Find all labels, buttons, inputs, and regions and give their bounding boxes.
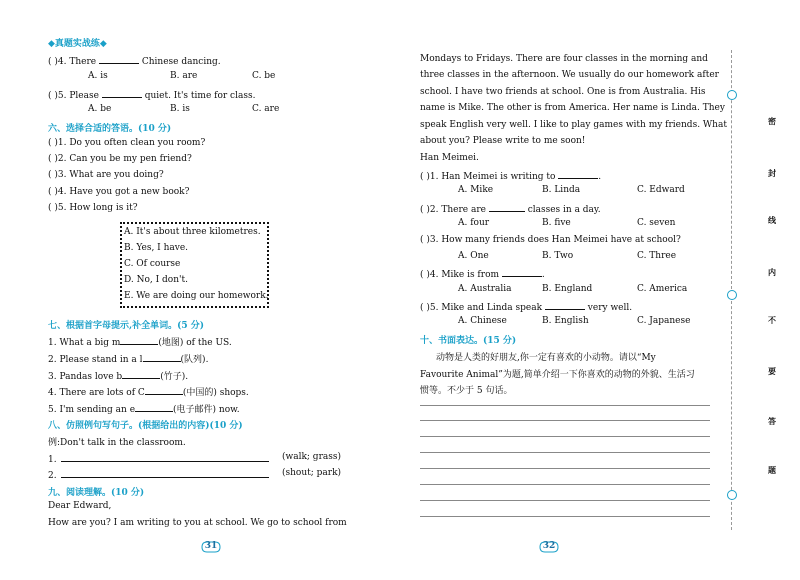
option-b: B. five	[542, 218, 571, 228]
writing-line[interactable]	[420, 468, 710, 469]
section-9-title: 九、阅读理解。(10 分)	[48, 488, 145, 498]
option-c: C. America	[637, 284, 688, 294]
page-number: 32	[538, 540, 560, 554]
answer-options-box	[120, 222, 269, 308]
letter-line: school. I have two friends at school. One is from Australia. His	[420, 87, 706, 97]
writing-line[interactable]	[420, 452, 710, 453]
writing-line[interactable]	[420, 405, 710, 406]
seal-char: 不	[768, 316, 776, 325]
section-10-title: 十、书面表达。(15 分)	[420, 336, 517, 346]
letter-line: speak English very well. I like to play games with my friends. What	[420, 120, 727, 130]
option-c: C. are	[252, 104, 280, 114]
reading-question: ( )5. Mike and Linda speak very well.	[420, 300, 632, 313]
section-badge: ◆真题实战练◆	[48, 39, 107, 49]
answer-blank[interactable]	[545, 300, 585, 310]
option-a: A. four	[458, 218, 490, 228]
binding-hole-icon	[727, 290, 737, 300]
option-c: C. be	[252, 71, 276, 81]
writing-item: 1.	[48, 452, 269, 465]
option-c: C. Three	[637, 251, 677, 261]
reading-question: ( )4. Mike is from .	[420, 267, 545, 280]
list-item: ( )4. Have you got a new book?	[48, 187, 190, 197]
prompt-line: 动物是人类的好朋友,你一定有喜欢的小动物。请以“My	[436, 353, 656, 363]
answer-blank[interactable]	[122, 369, 160, 379]
answer-blank[interactable]	[558, 169, 598, 179]
seal-char: 密	[768, 117, 776, 126]
letter-greeting: Dear Edward,	[48, 501, 112, 511]
seal-char: 线	[768, 216, 776, 225]
list-item: 3. Pandas love b (竹子).	[48, 369, 188, 382]
binding-hole-icon	[727, 90, 737, 100]
example-sentence: 例:Don't talk in the classroom.	[48, 438, 186, 448]
option-a: A. be	[88, 104, 112, 114]
list-item: 1. What a big m (地图) of the US.	[48, 335, 232, 348]
option-b: B. is	[170, 104, 190, 114]
list-item: ( )1. Do you often clean you room?	[48, 138, 206, 148]
option-item: A. It's about three kilometres.	[124, 227, 261, 237]
answer-blank[interactable]	[135, 402, 173, 412]
option-item: C. Of course	[124, 259, 181, 269]
option-a: A. Australia	[458, 284, 512, 294]
option-item: E. We are doing our homework.	[124, 291, 269, 301]
seal-char: 题	[768, 466, 776, 475]
letter-line: about you? Please write to me soon!	[420, 136, 586, 146]
letter-signature: Han Meimei.	[420, 153, 479, 163]
answer-blank[interactable]	[502, 267, 542, 277]
letter-line: three classes in the afternoon. We usually do our homework after	[420, 70, 719, 80]
option-a: A. Chinese	[458, 316, 507, 326]
answer-blank[interactable]	[143, 352, 181, 362]
writing-hint: (walk; grass)	[282, 452, 341, 462]
section-8-title: 八、仿照例句写句子。(根据给出的内容)(10 分)	[48, 421, 243, 431]
letter-line: Mondays to Fridays. There are four classes in the morning and	[420, 54, 708, 64]
writing-line[interactable]	[420, 484, 710, 485]
answer-blank[interactable]	[99, 54, 139, 64]
prompt-line: 惯等。不少于 5 句话。	[420, 386, 513, 396]
option-c: C. Japanese	[637, 316, 691, 326]
option-b: B. English	[542, 316, 589, 326]
answer-blank[interactable]	[489, 202, 525, 212]
seal-char: 要	[768, 367, 776, 376]
list-item: 4. There are lots of C (中国的) shops.	[48, 385, 249, 398]
prompt-line: Favourite Animal”为题,简单介绍一下你喜欢的动物的外貌、生活习	[420, 370, 695, 380]
seal-char: 答	[768, 417, 776, 426]
reading-question: ( )1. Han Meimei is writing to .	[420, 169, 601, 182]
answer-line[interactable]	[61, 468, 269, 478]
seal-char: 封	[768, 169, 776, 178]
reading-question: ( )2. There are classes in a day.	[420, 202, 601, 215]
answer-line[interactable]	[61, 452, 269, 462]
writing-line[interactable]	[420, 516, 710, 517]
letter-line: name is Mike. The other is from America. Her name is Linda. They	[420, 103, 725, 113]
option-c: C. Edward	[637, 185, 685, 195]
question-4: ( )4. There Chinese dancing.	[48, 54, 221, 67]
option-c: C. seven	[637, 218, 676, 228]
writing-item: 2.	[48, 468, 269, 481]
binding-hole-icon	[727, 490, 737, 500]
option-b: B. Two	[542, 251, 574, 261]
list-item: ( )5. How long is it?	[48, 203, 138, 213]
writing-line[interactable]	[420, 500, 710, 501]
question-5: ( )5. Please quiet. It's time for class.	[48, 88, 255, 101]
writing-line[interactable]	[420, 420, 710, 421]
option-a: A. Mike	[458, 185, 494, 195]
letter-line: How are you? I am writing to you at school. We go to school from	[48, 518, 347, 528]
option-item: B. Yes, I have.	[124, 243, 189, 253]
seal-char: 内	[768, 268, 776, 277]
option-b: B. are	[170, 71, 198, 81]
writing-hint: (shout; park)	[282, 468, 342, 478]
option-b: B. Linda	[542, 185, 581, 195]
list-item: ( )3. What are you doing?	[48, 170, 164, 180]
option-a: A. One	[458, 251, 489, 261]
answer-blank[interactable]	[145, 385, 183, 395]
list-item: ( )2. Can you be my pen friend?	[48, 154, 192, 164]
writing-line[interactable]	[420, 436, 710, 437]
option-b: B. England	[542, 284, 593, 294]
section-6-title: 六、选择合适的答语。(10 分)	[48, 124, 172, 134]
page-number: 31	[200, 540, 222, 554]
list-item: 5. I'm sending an e (电子邮件) now.	[48, 402, 240, 415]
option-item: D. No, I don't.	[124, 275, 188, 285]
answer-blank[interactable]	[102, 88, 142, 98]
list-item: 2. Please stand in a l (队列).	[48, 352, 208, 365]
section-7-title: 七、根据首字母提示,补全单词。(5 分)	[48, 321, 205, 331]
answer-blank[interactable]	[120, 335, 158, 345]
reading-question: ( )3. How many friends does Han Meimei have at school?	[420, 235, 681, 245]
option-a: A. is	[88, 71, 108, 81]
